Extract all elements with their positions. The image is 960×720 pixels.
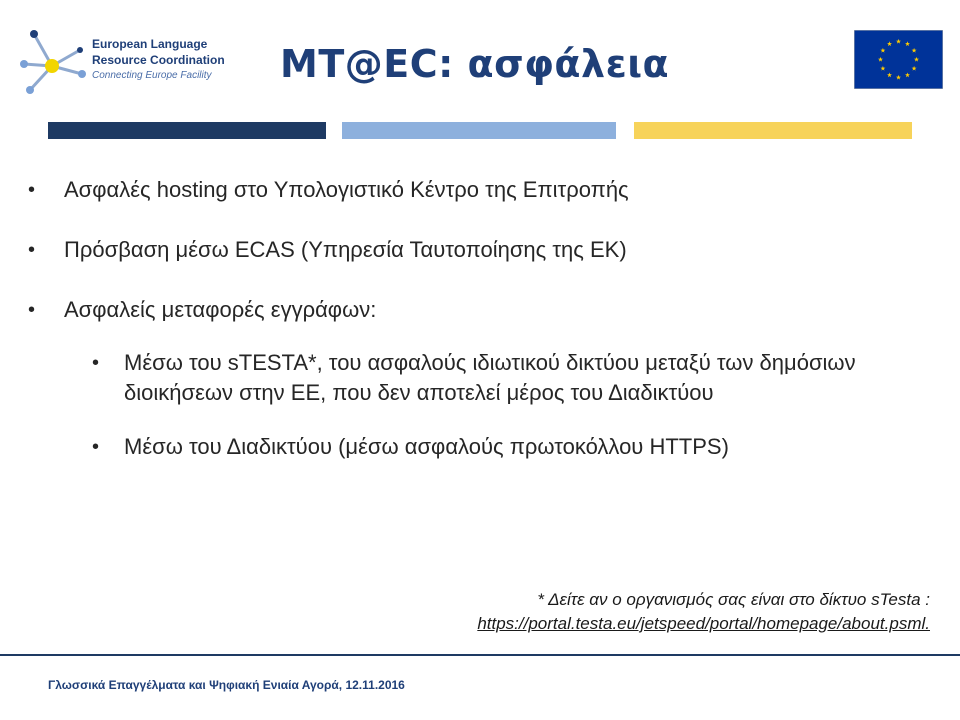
sub-bullet-stesta: • Μέσω του sTESTA*, του ασφαλούς ιδιωτικού δικτύου μεταξύ των δημόσιων διοικήσεων στην ΕΕ, που δεν αποτελεί μέρος του Διαδικτύου (76, 348, 904, 408)
footnote-text: * Δείτε αν ο οργανισμός σας είναι στο δίκτυο sTesta : (537, 590, 930, 609)
decor-bar-yellow (634, 122, 912, 139)
footer-text: Γλωσσικά Επαγγέλματα και Ψηφιακή Ενιαία Αγορά, 12.11.2016 (48, 678, 405, 692)
bullet-item-transfers (28, 296, 928, 462)
bullet-item-hosting: • Ασφαλές hosting στο Υπολογιστικό Κέντρο της Επιτροπής (28, 176, 928, 204)
elrc-logo (20, 24, 225, 100)
bullet-list (28, 176, 928, 494)
bullet-text-transfers: Ασφαλείς μεταφορές εγγράφων: (64, 297, 377, 322)
network-logo-icon (20, 24, 90, 100)
eu-flag-icon (854, 30, 943, 89)
logo-line-2: Resource Coordination (92, 53, 225, 67)
sub-bullet-list (64, 348, 928, 462)
footnote-link[interactable]: https://portal.testa.eu/jetspeed/portal/homepage/about.psml. (477, 614, 930, 633)
footnote (477, 588, 930, 636)
logo-line-3: Connecting Europe Facility (92, 70, 212, 81)
sub-bullet-internet: • Μέσω του Διαδικτύου (μέσω ασφαλούς πρωτοκόλλου HTTPS) (76, 432, 904, 462)
slide-title: MT@EC: ασφάλεια (280, 42, 670, 86)
decor-bar-lightblue (342, 122, 616, 139)
bullet-item-ecas: • Πρόσβαση μέσω ECAS (Υπηρεσία Ταυτοποίησης της ΕΚ) (28, 236, 928, 264)
footer-divider (0, 654, 960, 656)
logo-line-1: European Language (92, 37, 208, 51)
decor-bar-navy (48, 122, 326, 139)
